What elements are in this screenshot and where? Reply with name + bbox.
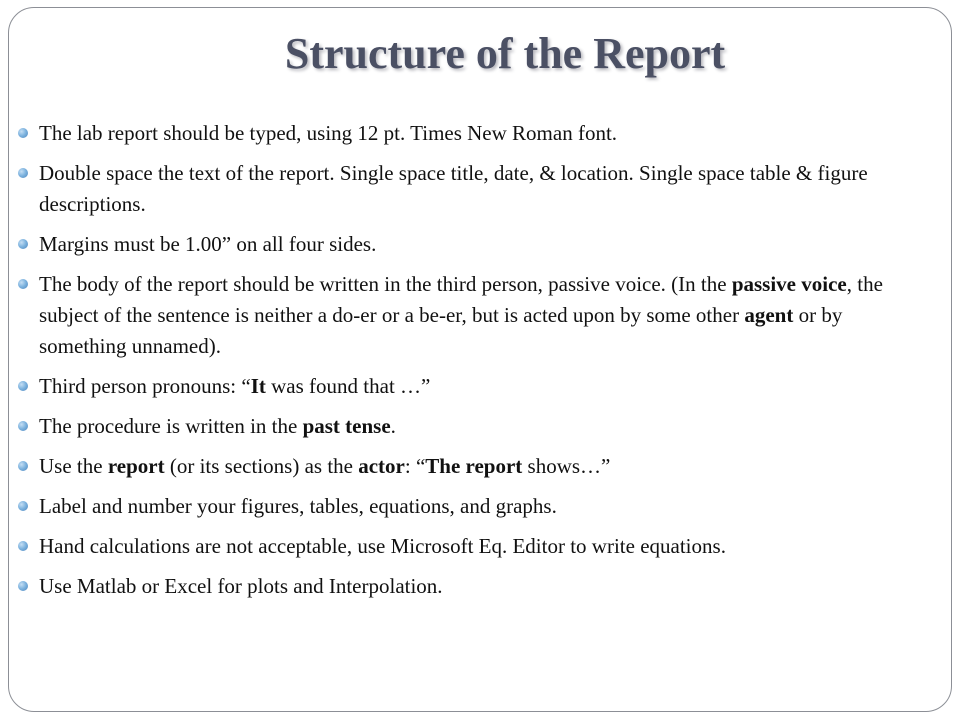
bullet-icon	[18, 128, 28, 138]
bullet-item	[18, 158, 923, 220]
bullet-text	[39, 454, 610, 478]
bullet-item	[18, 118, 923, 149]
bullet-text-run: Double space the text of the report. Single space title, date, & location. Single space table & figure descriptions.	[39, 161, 868, 216]
bullet-text-run: (or its sections) as the	[164, 454, 359, 478]
bullet-text	[39, 574, 443, 598]
bullet-bold-run: actor	[358, 454, 405, 478]
bullet-text	[39, 232, 376, 256]
bullet-text-run: or by something unnamed).	[39, 303, 843, 358]
bullet-text	[39, 534, 726, 558]
bullet-text-run: .	[390, 414, 396, 438]
bullet-icon	[18, 581, 28, 591]
bullet-icon	[18, 421, 28, 431]
bullet-list	[18, 118, 923, 611]
bullet-text	[39, 161, 868, 216]
bullet-text-run: The lab report should be typed, using 12 pt. Times New Roman font.	[39, 121, 618, 145]
bullet-item	[18, 531, 923, 562]
bullet-text-run: Margins must be 1.00” on all four sides.	[39, 232, 377, 256]
bullet-text	[39, 374, 430, 398]
bullet-bold-run: past tense	[302, 414, 391, 438]
bullet-bold-run: passive voice	[731, 272, 847, 296]
bullet-item	[18, 269, 923, 362]
bullet-item	[18, 571, 923, 602]
bullet-bold-run: The report	[425, 454, 523, 478]
bullet-item	[18, 491, 923, 522]
bullet-icon	[18, 239, 28, 249]
bullet-bold-run: agent	[744, 303, 794, 327]
slide-title: Structure of the Report	[284, 29, 726, 78]
bullet-item	[18, 229, 923, 260]
bullet-item	[18, 451, 923, 482]
bullet-text-run: The procedure is written in the	[39, 414, 303, 438]
bullet-text	[39, 121, 617, 145]
bullet-icon	[18, 501, 28, 511]
bullet-bold-run: It	[250, 374, 266, 398]
bullet-text-run: , the subject of the sentence is neither a do-er or a be-er, but is acted upon by some other	[39, 272, 883, 327]
bullet-icon	[18, 541, 28, 551]
bullet-text-run: Use the	[39, 454, 108, 478]
bullet-text	[39, 272, 883, 358]
bullet-icon	[18, 168, 28, 178]
bullet-icon	[18, 461, 28, 471]
bullet-text	[39, 414, 396, 438]
bullet-text-run: was found that …”	[265, 374, 431, 398]
bullet-text-run: The body of the report should be written in the third person, passive voice. (In the	[39, 272, 732, 296]
bullet-text-run: Third person pronouns: “	[39, 374, 251, 398]
bullet-bold-run: report	[107, 454, 165, 478]
bullet-icon	[18, 279, 28, 289]
bullet-text	[39, 494, 557, 518]
bullet-text-run: Label and number your figures, tables, equations, and graphs.	[39, 494, 557, 518]
bullet-icon	[18, 381, 28, 391]
bullet-item	[18, 371, 923, 402]
bullet-text-run: : “	[404, 454, 426, 478]
bullet-text-run: Use Matlab or Excel for plots and Interpolation.	[39, 574, 443, 598]
bullet-item	[18, 411, 923, 442]
bullet-text-run: shows…”	[522, 454, 611, 478]
bullet-text-run: Hand calculations are not acceptable, use Microsoft Eq. Editor to write equations.	[39, 534, 726, 558]
